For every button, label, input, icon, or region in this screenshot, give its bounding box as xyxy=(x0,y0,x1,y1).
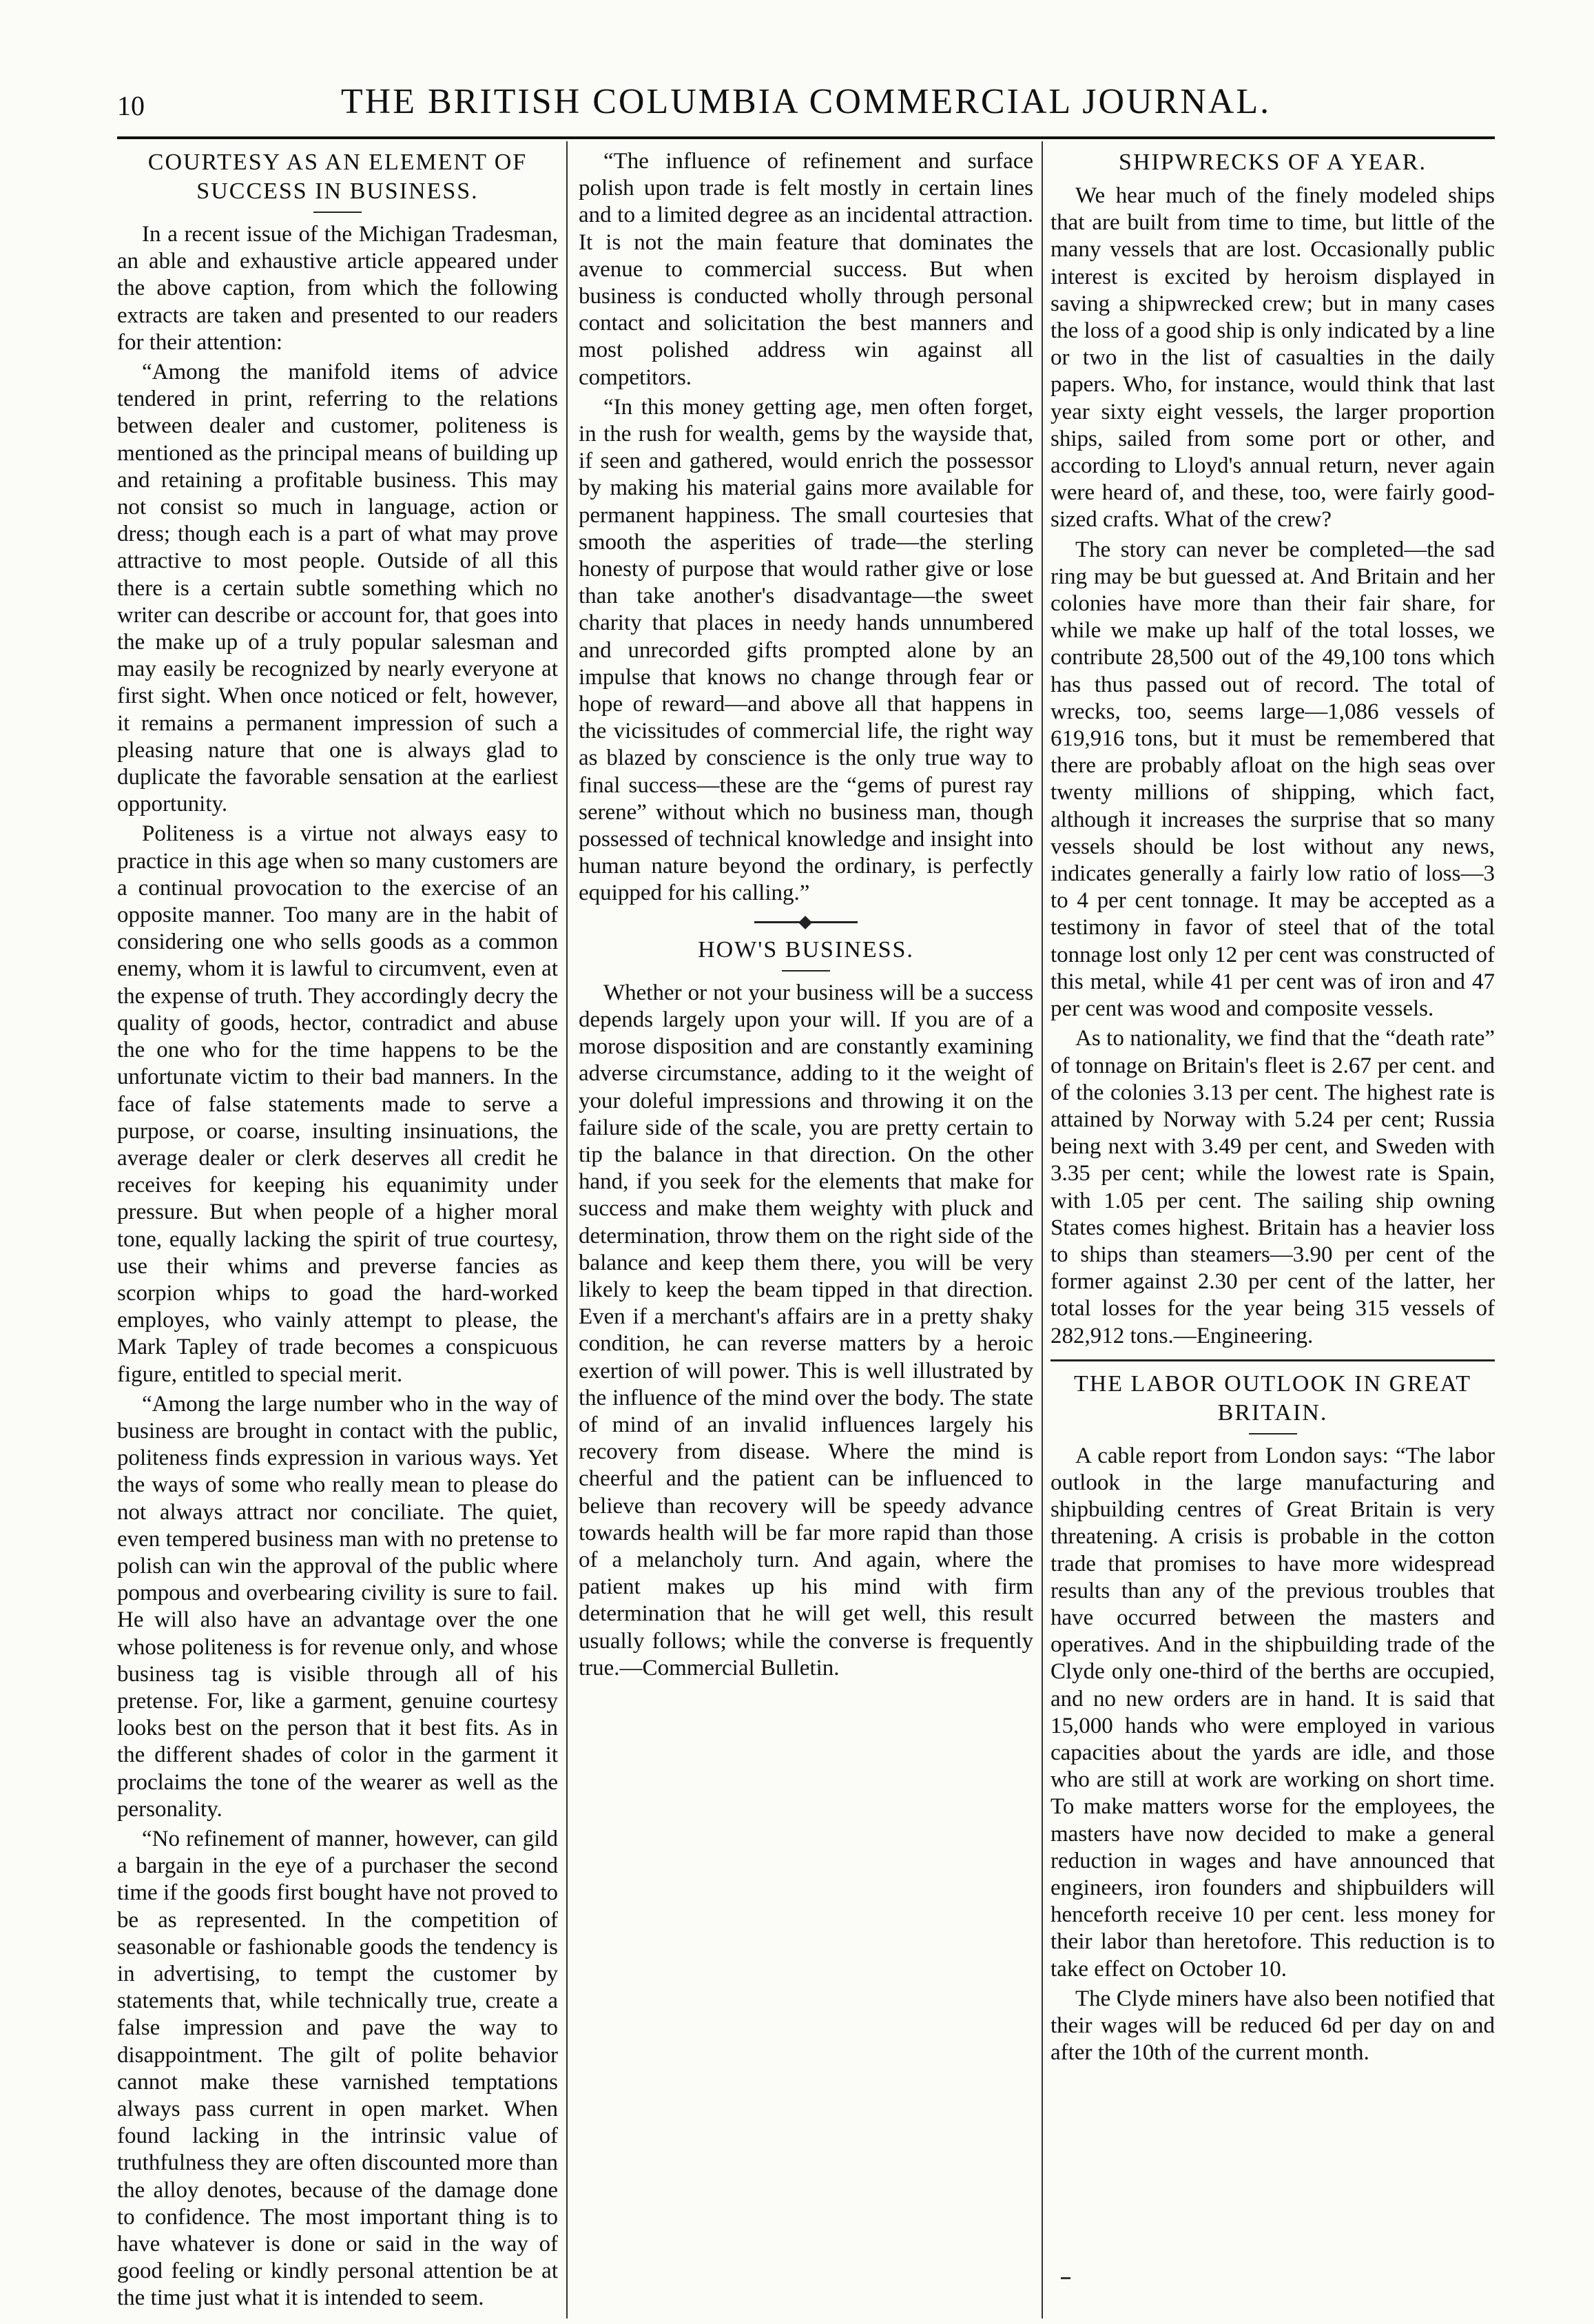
paragraph: A cable report from London says: “The labor outlook in the large manufacturing and shipbuilding centres of Great Britain is very threatening. A crisis is probable in the cotton trade that promises to have more widespread results than any of the previous troubles that have occurred between the masters and operatives. And in the shipbuilding trade of the Clyde only one-third of the berths are occupied, and no new orders are in hand. It is said that 15,000 hands who were employed in various capacities about the yards are idle, and those who are still at work are working on short time. To make matters worse for the employees, the masters have now decided to make a general reduction in wages and have announced that engineers, iron founders and shipbuilders will henceforth receive 10 per cent. less money for their labor than heretofore. This reduction is to take effect on October 10. xyxy=(1050,1443,1495,1982)
paragraph: As to nationality, we find that the “death rate” of tonnage on Britain's fleet is 2.67 per cent. and of the colonies 3.13 per cent. The highest rate is attained by Norway with 5.24 per cent; Russia being next with 3.49 per cent, and Sweden with 3.35 per cent; while the lowest rate is Spain, with 1.05 per cent. The sailing ship owning States comes highest. Britain has a heavier loss to ships than steamers—3.90 per cent of the former against 2.30 per cent of the latter, her total losses for the year being 315 vessels of 282,912 tons.—Engineering. xyxy=(1050,1026,1495,1348)
article-title: THE LABOR OUTLOOK IN GREAT BRITAIN. xyxy=(1073,1370,1472,1426)
paragraph: We hear much of the finely modeled ships that are built from time to time, but little of the many vessels that are lost. Occasionally public interest is excited by heroism displayed in saving a shipwrecked crew; but in many cases the loss of a good ship is only indicated by a line or two in the list of casualties in the daily papers. Who, for instance, would think that last year sixty eight vessels, the larger proportion ships, sailed from some port or other, and according to Lloyd's annual return, never again were heard of, and these, too, were fairly good-sized crafts. What of the crew? xyxy=(1050,183,1495,533)
paragraph: “Among the large number who in the way of business are brought in contact with the public, politeness finds expression in various ways. Yet the ways of some who really mean to please do not always attract nor conciliate. The quiet, even tempered business man with no pretense to polish can win the approval of the public where pompous and overbearing civility is sure to fail. He will also have an advantage over the one whose politeness is for revenue only, and whose business tag is visible through all of his pretense. For, like a garment, genuine courtesy looks best on the person that it best fits. As in the different shades of color in the garment it proclaims the tone of the wearer as well as the personality. xyxy=(117,1391,558,1822)
paragraph: The Clyde miners have also been notified that their wages will be reduced 6d per day on and after the 10th of the current month. xyxy=(1050,1986,1495,2066)
column-rule xyxy=(566,141,568,2318)
title-dash xyxy=(1249,1433,1297,1434)
footer-mark xyxy=(1061,2277,1070,2279)
journal-title: THE BRITISH COLUMBIA COMMERCIAL JOURNAL. xyxy=(340,82,1272,121)
paragraph: In a recent issue of the Michigan Tradesman, an able and exhaustive article appeared under the above caption, from which the following extracts are taken and presented to our readers for their attention: xyxy=(117,222,558,355)
article-title: SHIPWRECKS OF A YEAR. xyxy=(1119,150,1427,175)
page-number: 10 xyxy=(117,90,145,121)
paragraph: Whether or not your business will be a success depends largely upon your will. If you are of a morose disposition and are constantly examining adverse circumstance, adding to it the weight of your doleful impressions and throwing it on the failure side of the scale, you are pretty certain to tip the balance in that direction. On the other hand, if you seek for the elements that make for success and make them weighty with pluck and determination, throw them on the right side of the balance and keep them there, you will be very likely to keep the beam tipped in that direction. Even if a merchant's affairs are in a pretty shaky condition, he can reverse matters by a heroic exertion of will power. This is well illustrated by the influence of the mind over the body. The state of mind of an invalid influences largely his recovery from disease. Where the mind is cheerful and the patient can be influenced to believe than recovery will be speedy advance towards health will be far more rapid than those of a melancholy turn. And again, where the patient makes up his mind with firm determination that he will get well, this result usually follows; while the converse is frequently true.—Commercial Bulletin. xyxy=(579,980,1033,1680)
article-title: COURTESY AS AN ELEMENT OF SUCCESS IN BUSINESS. xyxy=(147,150,528,204)
column-rule xyxy=(1042,141,1043,2318)
header-rule xyxy=(117,136,1495,139)
article-separator xyxy=(1050,1359,1495,1361)
paragraph: “Among the manifold items of advice tendered in print, referring to the relations between dealer and customer, politeness is mentioned as the principal means of building up and retaining a profitable business. This may not consist so much in language, action or dress; though each is a part of what may prove attractive to most people. Outside of all this there is a certain subtle something which no writer can describe or account for, that goes into the make up of a truly popular salesman and may easily be recognized by nearly everyone at first sight. When once noticed or felt, however, it remains a permanent impression of such a pleasing nature that one is always glad to duplicate the favorable sensation at the earliest opportunity. xyxy=(117,360,558,817)
title-dash xyxy=(313,212,362,213)
paragraph: The story can never be completed—the sad ring may be but guessed at. And Britain and her colonies have more than their fair share, for while we make up half of the total losses, we contribute 28,500 out of the 49,100 tons which has thus passed out of record. The total of wrecks, too, seems large—1,086 vessels of 619,916 tons, but it must be remembered that there are probably afloat on the high seas over twenty millions of shipping, which fact, although it increases the surprise that so many vessels should be lost without any news, indicates generally a fairly low ratio of loss—3 to 4 per cent tonnage. It may be accepted as a testimony in favor of steel that of the total tonnage lost only 12 per cent was constructed of this metal, while 41 per cent was of iron and 47 per cent was wood and composite vessels. xyxy=(1050,537,1495,1022)
article-separator xyxy=(754,921,858,923)
article-title: HOW'S BUSINESS. xyxy=(698,936,914,963)
column-3 xyxy=(1050,148,1495,2069)
title-dash xyxy=(782,970,830,971)
page-header xyxy=(117,81,1495,130)
paragraph: “No refinement of manner, however, can gild a bargain in the eye of a purchaser the second time if the goods first bought have not proved to be as represented. In the competition of seasonable or fashionable goods the tendency is in advertising, to tempt the customer by statements that, while technically true, create a false impression and pave the way to disappointment. The gilt of polite behavior cannot make these varnished temptations always pass current in open market. When found lacking in the intrinsic value of truthfulness they are often discounted more than the alloy denotes, because of the damage done to confidence. The most important thing is to have whatever is done or said in the way of good feeling or kindly personal attention be at the time just what it is intended to seem. xyxy=(117,1826,558,2311)
paragraph: Politeness is a virtue not always easy to practice in this age when so many customers are a continual provocation to the exercise of an opposite manner. Too many are in the habit of considering one who sells goods as a common enemy, whom it is lawful to circumvent, even at the expense of truth. They accordingly decry the quality of goods, hector, contradict and abuse the one who for the time happens to be the unfortunate victim to their bad manners. In the face of false statements made to serve a purpose, or coarse, insulting insinuations, the average dealer or clerk deserves all credit he receives for keeping his equanimity under pressure. But when people of a higher moral tone, equally lacking the spirit of true courtesy, use their whims and preverse fancies as scorpion whips to goad the hard-worked employes, who vainly attempt to please, the Mark Tapley of trade becomes a conspicuous figure, entitled to special merit. xyxy=(117,821,558,1387)
paragraph: “In this money getting age, men often forget, in the rush for wealth, gems by the wayside that, if seen and gathered, would enrich the possessor by making his material gains more available for permanent happiness. The small courtesies that smooth the asperities of trade—the sterling honesty of purpose that would rather give or lose than take another's disadvantage—the sweet charity that places in needy hands unnumbered and unrecorded gifts prompted alone by an impulse that knows no change through fear or hope of reward—and above all that happens in the vicissitudes of commercial life, the right way as blazed by conscience is the only true way to final success—these are the “gems of purest ray serene” without which no business man, though possessed of technical knowledge and insight into human nature beyond the ordinary, is perfectly equipped for his calling.” xyxy=(579,394,1033,906)
column-2 xyxy=(579,148,1033,1685)
column-1 xyxy=(117,148,558,2315)
paragraph: “The influence of refinement and surface polish upon trade is felt mostly in certain lines and to a limited degree as an incidental attraction. It is not the main feature that dominates the avenue to commercial success. But when business is conducted wholly through personal contact and solicitation the best manners and most polished address win against all competitors. xyxy=(579,149,1033,390)
